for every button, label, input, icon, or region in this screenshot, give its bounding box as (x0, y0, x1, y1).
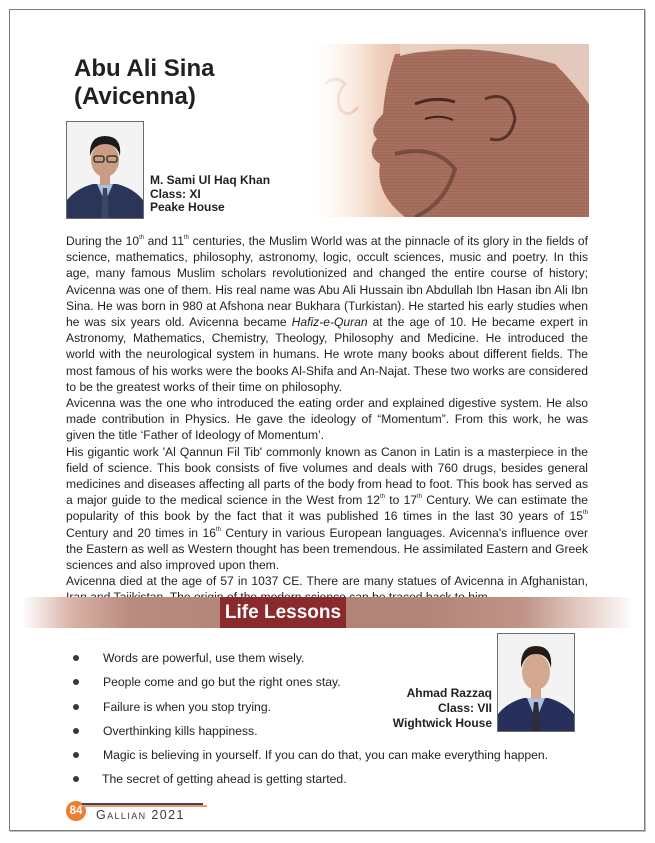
text-run: centuries, the Muslim World was at the pinnacle of its glory in the fields of science, mathematics, philosophy, astronomy, logic, occult sciences, music and poetry. In this age, many famous Muslim scholars revolutionized and changed the entire course of history; Avicenna was one of them. His real name was Abu Ali Hussain ibn Abdullah Ibn Hasan ibn Ali Ibn Sina. He was born in 980 at Afshona near Bukhara (Turkistan). He started his early studies when he was six years old. Avicenna became (66, 234, 588, 330)
ordinal-suffix: th (417, 494, 423, 501)
author-name: M. Sami Ul Haq Khan (150, 173, 271, 187)
text-run: and 11 (144, 234, 184, 248)
publication-name: Gallian 2021 (96, 808, 185, 822)
bullet-icon (73, 728, 79, 734)
lesson-text: The secret of getting ahead is getting started. (102, 772, 347, 787)
student-portrait-icon (498, 634, 574, 731)
bullet-icon (73, 704, 79, 710)
lesson-text: Words are powerful, use them wisely. (103, 651, 305, 665)
lesson-text: Failure is when you stop trying. (103, 699, 271, 714)
italic-term: Hafiz-e-Quran (291, 315, 368, 330)
avicenna-portrait-image (305, 44, 589, 217)
life-lessons-banner (22, 597, 634, 628)
article-paragraph (66, 395, 588, 444)
lesson-item (68, 767, 548, 791)
lesson-text: Magic is believing in yourself. If you can do that, you can make everything happen. (103, 748, 549, 763)
article-body (66, 233, 588, 606)
lessons-author-name: Ahmad Razzaq (406, 686, 492, 700)
ordinal-suffix: th (379, 494, 385, 501)
article-paragraph (66, 444, 588, 574)
text-run: at the age of 10. He became expert in Astronomy, Mathematics, Chemistry, Theology, Philosophy and Medicine. He introduced the world with the neurological system in humans. He wrote many books about different fields. The most famous of his works were the books Al-Shifa and An-Najat. These two works are considered to be the greatest works of their time on philosophy. (66, 315, 588, 394)
author-class: Class: XI (150, 186, 201, 201)
text-run: Century in various European languages. Avicenna's influence over the Eastern as well as Western thought has been tremendous. He assimilated Eastern and Greek sciences and also improved upon them. (66, 525, 588, 573)
lesson-text: Overthinking kills happiness. (103, 723, 258, 738)
author-caption (150, 174, 270, 215)
lesson-text: People come and go but the right ones stay. (103, 675, 341, 690)
page-number-badge: 84 (66, 801, 86, 821)
article-title (74, 55, 214, 111)
portrait-engraving-icon (305, 44, 589, 217)
bullet-icon (73, 776, 79, 782)
text-run: His gigantic work 'Al Qannun Fil Tib' commonly known as Canon in Latin is a masterpiece in the field of science. This book consists of five volumes and deals with 760 drugs, besides general medicines and diseases affecting all parts of the body from head to foot. This book has served as a major guide to the medical science in the West from 12 (66, 444, 588, 508)
lesson-item (68, 646, 548, 670)
lessons-author-class: Class: VII (437, 701, 492, 715)
bullet-icon (73, 655, 79, 661)
ordinal-suffix: th (139, 235, 145, 241)
life-lessons-heading: Life Lessons (220, 597, 346, 628)
title-line-2: (Avicenna) (74, 83, 196, 110)
article-paragraph (66, 233, 588, 395)
author-photo (66, 121, 144, 219)
bullet-icon (73, 679, 79, 685)
text-run: to 17 (385, 493, 418, 508)
text-run: Century and 20 times in 16 (66, 525, 216, 540)
lessons-author-house: Wightwick House (392, 716, 492, 730)
student-portrait-icon (67, 122, 143, 218)
text-run: Avicenna was the one who introduced the eating order and explained digestive system. He also made contribution in Physics. He gave the ideology of “Momentum”. From this work, he was given the title ‘Father of Ideology of Momentum’. (66, 396, 588, 443)
ordinal-suffix: th (183, 235, 189, 241)
footer-rule-accent (82, 805, 207, 807)
title-line-1: Abu Ali Sina (74, 55, 215, 82)
bullet-icon (73, 752, 79, 758)
ordinal-suffix: th (582, 510, 588, 517)
lessons-author-caption (393, 686, 492, 731)
text-run: During the 10 (66, 234, 140, 248)
lessons-author-photo (497, 633, 575, 732)
lesson-item (68, 743, 548, 767)
ordinal-suffix: th (215, 526, 221, 533)
author-house: Peake House (150, 200, 225, 214)
text-run: Avicenna died at the age of 57 in 1037 CE. There are many statues of Avicenna in Afghanistan, (66, 574, 588, 589)
text-run: Century. We can estimate the popularity of this book by the fact that it was published 16 times in the last 30 years of 15 (66, 493, 588, 524)
